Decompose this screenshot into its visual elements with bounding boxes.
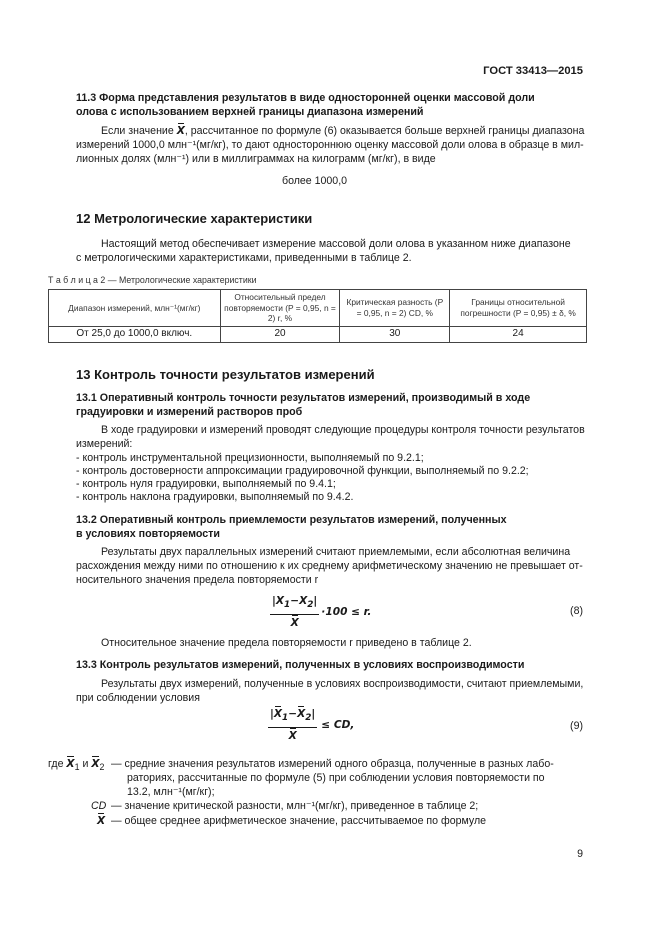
table-header-cell: Критическая разность (P = 0,95, n = 2) CD, % [340, 290, 450, 327]
x-bar-symbol: X [97, 815, 106, 827]
definition-x1-x2-symbols [48, 757, 104, 774]
list-item: - контроль достоверности аппроксимации градуировочной функции, выполняемый по 9.2.2; [76, 465, 529, 477]
x-bar-symbol: X [290, 616, 299, 629]
definition-1-line2: раториях, рассчитанные по формуле (5) при соблюдении условия повторяемости по [127, 772, 545, 784]
section-13-1-heading-line2: градуировки и измерений растворов проб [76, 406, 303, 418]
section-11-3-paragraph-line3: лионных долях (млн⁻¹) или в миллиграммах на килограмм (мг/кг), в виде [76, 153, 436, 165]
x1-subscript: 1 [282, 713, 289, 724]
section-13-2-paragraph-line3: носительного значения предела повторяемости r [76, 574, 319, 586]
minus-sign: − [290, 595, 300, 608]
equation-8 [270, 594, 371, 630]
x2-subscript: 2 [305, 713, 312, 724]
where-word: где [48, 758, 64, 770]
x1-bar-symbol: X [66, 758, 75, 770]
section-13-3-heading: 13.3 Контроль результатов измерений, полученных в условиях воспроизводимости [76, 659, 525, 671]
eq9-tail: ≤ CD, [321, 718, 355, 731]
list-item: - контроль нуля градуировки, выполняемый по 9.4.1; [76, 478, 336, 490]
formula-more-than: более 1000,0 [282, 175, 348, 187]
table-cell: 20 [220, 326, 340, 342]
table-header-cell: Диапазон измерений, млн⁻¹(мг/кг) [49, 290, 221, 327]
table-cell: 30 [340, 326, 450, 342]
section-13-3-paragraph-line2: при соблюдении условия [76, 692, 200, 704]
section-11-3-paragraph-line2: измерений 1000,0 млн⁻¹(мг/кг), то дают одностороннюю оценку массовой доли олова в образце в мил- [76, 139, 584, 151]
section-12-heading: 12 Метрологические характеристики [76, 211, 313, 226]
and-word: и [82, 758, 89, 770]
list-item: - контроль наклона градуировки, выполняемый по 9.4.2. [76, 491, 354, 503]
x2-subscript: 2 [307, 600, 314, 611]
p-part-b: , рассчитанное по формуле (6) оказывается больше верхней границы диапазона [184, 125, 585, 137]
x1-bar-symbol: X [273, 708, 283, 721]
table-header-cell: Границы относительной погрешности (P = 0,95) ± δ, % [450, 290, 587, 327]
table-cell: 24 [450, 326, 587, 342]
x2-bar-symbol: X [297, 708, 306, 721]
x2-bar-symbol: X [91, 758, 100, 770]
x2-subscript: 2 [99, 762, 105, 773]
x1-symbol: X [275, 595, 285, 608]
x2-symbol: X [299, 595, 308, 608]
section-12-paragraph-line1: Настоящий метод обеспечивает измерение массовой доли олова в указанном ниже диапазоне [101, 238, 571, 250]
cd-symbol: CD [91, 800, 107, 812]
x1-subscript: 1 [74, 762, 80, 773]
section-13-2-heading-line2: в условиях повторяемости [76, 528, 220, 540]
section-13-1-paragraph-line1: В ходе градуировки и измерений проводят следующие процедуры контроля точности результатов [101, 424, 585, 436]
section-13-heading: 13 Контроль точности результатов измерений [76, 367, 375, 382]
section-13-2-heading-line1: 13.2 Оперативный контроль приемлемости результатов измерений, полученных [76, 514, 507, 526]
x1-subscript: 1 [284, 600, 291, 611]
section-13-1-paragraph-line2: измерений: [76, 438, 133, 450]
table-2 [48, 289, 587, 343]
x-double-bar-symbol [97, 814, 105, 828]
eq8-fraction [270, 594, 319, 630]
definition-2: — значение критической разности, млн⁻¹(мг/кг), приведенное в таблице 2; [111, 800, 479, 812]
section-12-paragraph-line2: с метрологическими характеристиками, приведенными в таблице 2. [76, 252, 412, 264]
p-part-a: Если значение [101, 125, 174, 137]
minus-sign: − [288, 708, 298, 721]
section-13-3-paragraph-line1: Результаты двух измерений, полученные в условиях воспроизводимости, считают приемлемыми, [101, 678, 584, 690]
table-header-row [49, 290, 587, 327]
section-11-3-heading-line2: олова с использованием верхней границы диапазона измерений [76, 106, 424, 118]
x-double-bar-symbol: X [288, 729, 297, 742]
eq8-tail: ·100 ≤ r. [321, 605, 372, 618]
eq9-denominator [289, 728, 297, 743]
list-item: - контроль инструментальной прецизионности, выполняемый по 9.2.1; [76, 452, 424, 464]
table-header-cell: Относительный предел повторяемости (P = 0,95, n = 2) r, % [220, 290, 340, 327]
x-bar-symbol: X [176, 125, 185, 137]
eq9-numerator: $|X_1-X_2|$ [268, 707, 317, 727]
section-13-2-paragraph-line1: Результаты двух параллельных измерений считают приемлемыми, если абсолютная величина [101, 546, 571, 558]
eq8-denominator [291, 615, 299, 630]
table-2-caption [48, 273, 257, 287]
eq8-numerator: $|X_1-X_2|$ [270, 594, 319, 614]
definition-1-line1: — средние значения результатов измерений одного образца, полученные в разных лабо- [111, 758, 554, 770]
section-11-3-heading-line1: 11.3 Форма представления результатов в виде односторонней оценки массовой доли [76, 92, 535, 104]
standard-number: ГОСТ 33413—2015 [483, 65, 583, 77]
section-11-3-paragraph-line1 [101, 124, 583, 138]
section-13-2-note: Относительное значение предела повторяемости r приведено в таблице 2. [101, 637, 472, 649]
table-caption-prefix: Т а б л и ц а [48, 275, 98, 285]
section-13-2-paragraph-line2: расхождения между ними по отношению к их среднему арифметическому значению не превышает от- [76, 560, 583, 572]
equation-8-number: (8) [570, 605, 583, 617]
definition-3: — общее среднее арифметическое значение, рассчитываемое по формуле [111, 815, 487, 827]
section-13-1-heading-line1: 13.1 Оперативный контроль точности результатов измерений, производимый в ходе [76, 392, 531, 404]
eq9-fraction [268, 707, 317, 743]
page-number: 9 [577, 848, 583, 860]
table-cell: От 25,0 до 1000,0 включ. [49, 326, 221, 342]
equation-9 [268, 706, 354, 744]
definition-1-line3: 13.2, млн⁻¹(мг/кг); [127, 786, 215, 798]
table-row [49, 326, 587, 342]
equation-9-number: (9) [570, 720, 583, 732]
control-procedures-list [76, 451, 529, 503]
table-caption-title: 2 — Метрологические характеристики [100, 275, 257, 285]
